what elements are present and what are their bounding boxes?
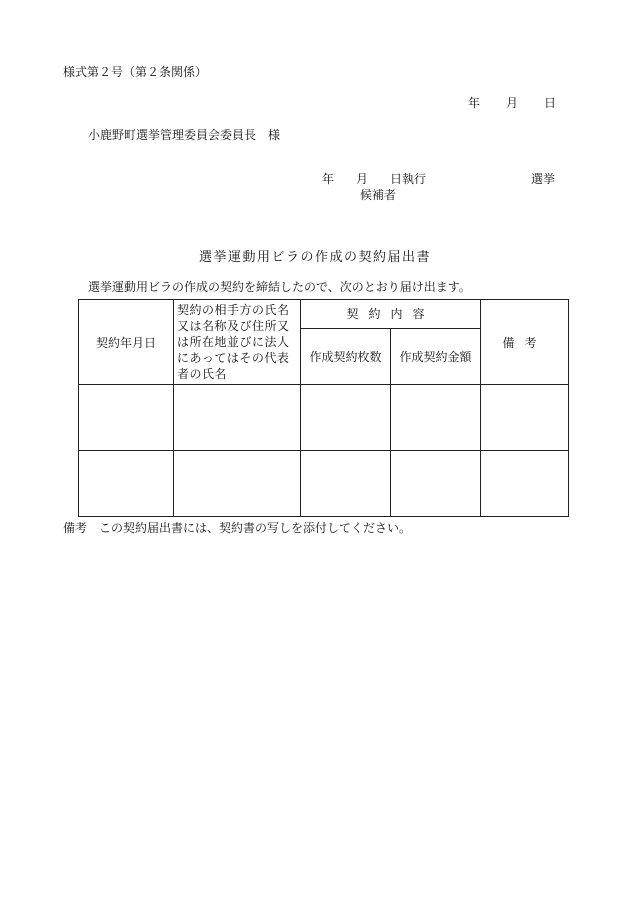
header-contract-date: 契約年月日 <box>79 300 174 385</box>
document-title: 選挙運動用ビラの作成の契約届出書 <box>198 250 431 265</box>
header-row <box>79 300 569 329</box>
intro-text: 選挙運動用ビラの作成の契約を締結したので、次のとおり届け出ます。 <box>88 280 471 294</box>
header-contract-amount: 作成契約金額 <box>391 328 481 384</box>
form-number: 様式第２号（第２条関係） <box>63 65 208 79</box>
cell-sheet-count[interactable] <box>301 451 391 517</box>
date-day-label: 日 <box>544 96 557 110</box>
election-date <box>322 170 448 187</box>
cell-contract-date[interactable] <box>79 451 174 517</box>
cell-contract-amount[interactable] <box>391 451 481 517</box>
header-contract-contents: 契約内容 <box>301 300 481 329</box>
header-contract-party: 契約の相手方の氏名又は名称及び住所又は所在地並びに法人にあってはその代表者の氏名 <box>174 300 301 385</box>
exec-year-label: 年 <box>322 172 335 186</box>
cell-remarks[interactable] <box>481 451 569 517</box>
addressee: 小鹿野町選挙管理委員会委員長 様 <box>88 128 281 142</box>
cell-sheet-count[interactable] <box>301 385 391 451</box>
header-remarks: 備考 <box>481 300 569 385</box>
candidate-label: 候補者 <box>360 188 397 202</box>
exec-month-label: 月 <box>356 172 369 186</box>
contract-table <box>78 299 569 517</box>
cell-contract-date[interactable] <box>79 385 174 451</box>
date-month-label: 月 <box>506 96 519 110</box>
cell-contract-party[interactable] <box>174 385 301 451</box>
date-year-label: 年 <box>468 96 481 110</box>
table-row <box>79 385 569 451</box>
cell-remarks[interactable] <box>481 385 569 451</box>
election-label: 選挙 <box>531 172 556 186</box>
submission-date <box>468 94 556 111</box>
exec-day-label: 日執行 <box>390 172 427 186</box>
cell-contract-party[interactable] <box>174 451 301 517</box>
header-sheet-count: 作成契約枚数 <box>301 328 391 384</box>
footnote: 備考 この契約届出書には、契約書の写しを添付してください。 <box>63 521 412 535</box>
table-row <box>79 451 569 517</box>
cell-contract-amount[interactable] <box>391 385 481 451</box>
